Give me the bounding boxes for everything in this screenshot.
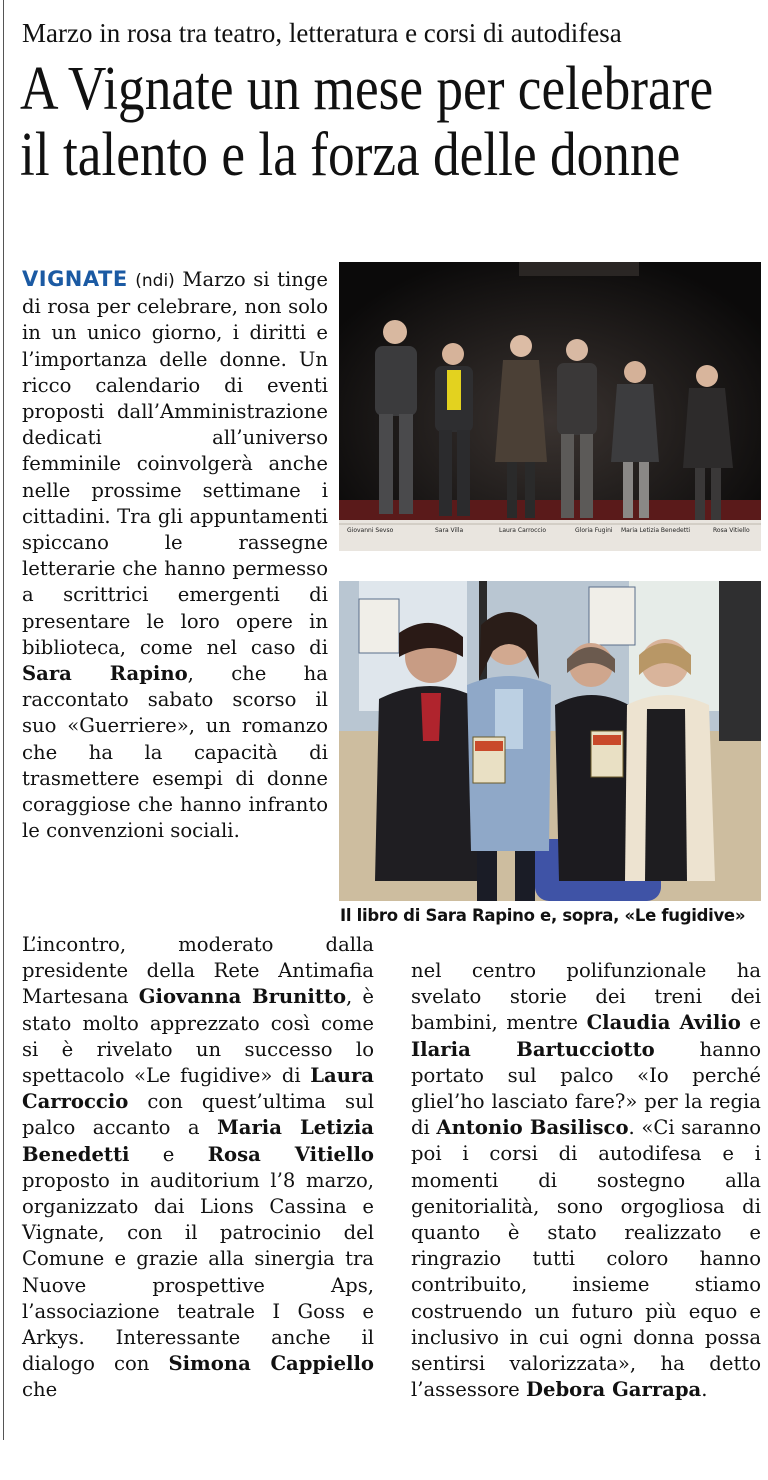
stage-name-label: Giovanni Sevso xyxy=(347,527,394,534)
library-photo-illustration xyxy=(339,581,761,901)
person-name: Ilaria Bartucciotto xyxy=(411,1037,655,1061)
headline-line-2: il talento e la forza delle donne xyxy=(20,121,681,189)
kicker: Marzo in rosa tra teatro, letteratura e corsi di autodifesa xyxy=(22,18,622,48)
person-name: Sara Rapino xyxy=(22,662,188,686)
stage-name-label: Sara Villa xyxy=(435,527,464,534)
stage-name-strip xyxy=(339,524,761,538)
stage-photo xyxy=(339,262,761,551)
body-text: e xyxy=(749,1011,762,1035)
body-text: che xyxy=(22,1378,58,1402)
article-column-right xyxy=(411,958,761,1403)
person-name: Debora Garrapa xyxy=(526,1378,702,1402)
page-left-rule xyxy=(3,0,4,1440)
person-name: Maria Letizia Benedetti xyxy=(22,1116,375,1166)
person-name: Antonio Basilisco xyxy=(436,1116,629,1140)
body-text: , che ha raccontato sabato scorso il suo «Guerriere», un romanzo che ha la capacità di trasmettere esempi di donne coraggiose che hanno infranto le convenzioni sociali. xyxy=(22,662,328,843)
photo-caption: Il libro di Sara Rapino e, sopra, «Le fugidive» xyxy=(340,906,746,925)
body-text: . «Ci saranno poi i corsi di autodifesa e i momenti di sostegno alla genitorialità, sono orgogliosa di quanto è stato realizzato e ringrazio tutti coloro hanno contribuito, insieme stiamo costruendo un futuro più equo e inclusivo in cui ogni donna possa sentirsi valorizzata», ha detto l’assessore xyxy=(411,1116,761,1402)
body-text: nel centro polifunzionale ha svelato storie dei treni dei bambini, mentre xyxy=(411,959,761,1035)
article-column-left-bottom xyxy=(22,932,374,1404)
headline xyxy=(20,56,766,188)
person-name: Laura Carroccio xyxy=(22,1064,374,1114)
body-text: Marzo si tinge di rosa per celebrare, non solo in un unico giorno, i diritti e l’importanza delle donne. Un ricco calendario di eventi proposti dall’Amministrazione dedicati all’universo femminile coinvolgerà anche nelle prossime settimane i cittadini. Tra gli appuntamenti spiccano le rassegne letterarie che hanno permesso a scrittrici emergenti di presentare le loro opere in biblioteca, come nel caso di xyxy=(22,268,328,659)
headline-line-1: A Vignate un mese per celebrare xyxy=(20,55,714,123)
stage-name-label: Rosa Vitiello xyxy=(713,527,750,534)
article-column-left-top xyxy=(22,266,328,844)
body-text: con quest’ultima sul palco accanto a xyxy=(22,1090,374,1140)
body-text: hanno portato sul palco «Io perché gliel’ho lasciato fare?» per la regia di xyxy=(411,1037,761,1140)
body-text: L’incontro, moderato dalla presidente della Rete Antimafia Martesana xyxy=(22,933,374,1009)
library-photo xyxy=(339,581,761,901)
dateline-city: VIGNATE xyxy=(22,267,128,291)
stage-photo-illustration xyxy=(339,262,761,551)
stage-name-label: Maria Letizia Benedetti xyxy=(621,527,691,534)
stage-name-label: Laura Carroccio xyxy=(499,527,547,534)
body-text: proposto in auditorium l’8 marzo, organizzato dai Lions Cassina e Vignate, con il patrocinio del Comune e grazie alla sinergia tra Nuove prospettive Aps, l’associazione teatrale I Goss e Arkys. Interessante anche il dialogo con xyxy=(22,1168,374,1376)
stage-name-label: Gloria Fugini xyxy=(575,527,613,534)
person-name: Simona Cappiello xyxy=(168,1352,374,1376)
body-text: . xyxy=(701,1378,708,1402)
person-name: Rosa Vitiello xyxy=(207,1142,374,1166)
dateline-initials: (ndi) xyxy=(135,271,175,291)
person-name: Claudia Avilio xyxy=(586,1011,741,1035)
body-text: , è stato molto apprezzato così come si è rivelato un successo lo spettacolo «Le fugidive» di xyxy=(22,985,375,1088)
body-text: e xyxy=(162,1142,175,1166)
person-name: Giovanna Brunitto xyxy=(138,985,347,1009)
